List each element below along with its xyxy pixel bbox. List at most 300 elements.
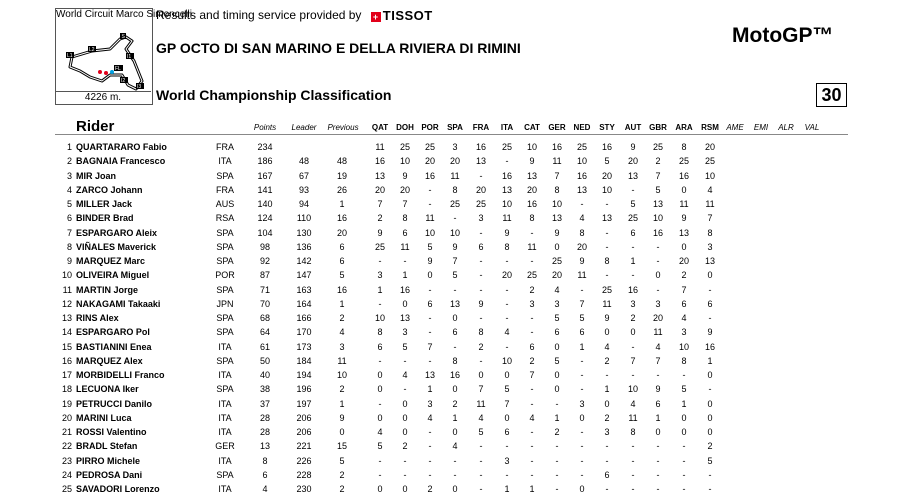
race-points: 8 xyxy=(452,184,458,195)
table-row xyxy=(0,470,900,484)
race-points: 6 xyxy=(377,341,383,352)
race-points: 0 xyxy=(377,484,383,494)
map-label: S xyxy=(121,34,125,40)
rider-gap-previous: 20 xyxy=(336,227,347,238)
race-points: 3 xyxy=(402,327,408,338)
race-points: 11 xyxy=(552,156,562,167)
race-points: 0 xyxy=(377,412,383,423)
rider-points: 28 xyxy=(259,412,270,423)
rider-gap-previous: 19 xyxy=(336,170,347,181)
race-points: 9 xyxy=(630,142,636,152)
rider-position: 20 xyxy=(61,412,72,423)
race-points: 13 xyxy=(627,170,638,181)
race-points: 20 xyxy=(627,156,638,167)
rider-nation: JPN xyxy=(216,298,234,309)
round-number: 30 xyxy=(816,83,847,107)
race-column-header: RSM xyxy=(701,123,719,132)
rider-gap-previous: 3 xyxy=(339,341,345,352)
race-points: 0 xyxy=(402,398,408,409)
rider-points: 140 xyxy=(257,199,273,209)
race-points: 5 xyxy=(402,341,408,352)
race-points: - xyxy=(682,370,686,380)
race-points: - xyxy=(555,469,559,480)
tissot-logo-text: TISSOT xyxy=(382,8,433,24)
table-row xyxy=(0,484,900,498)
rider-gap-previous: 11 xyxy=(337,355,347,366)
rider-points: 92 xyxy=(259,256,270,266)
rider-gap-leader: 221 xyxy=(296,441,312,452)
rider-name: OLIVEIRA Miguel xyxy=(76,270,150,281)
rider-name: RINS Alex xyxy=(76,313,119,323)
rider-gap-previous: 6 xyxy=(339,241,345,252)
race-points: - xyxy=(505,469,509,480)
rider-position: 19 xyxy=(61,398,72,409)
race-points: 25 xyxy=(526,270,537,281)
rider-position: 21 xyxy=(61,427,72,437)
table-row xyxy=(0,171,900,185)
rider-nation: ITA xyxy=(218,412,232,423)
race-points: - xyxy=(453,341,457,352)
race-points: 5 xyxy=(427,241,433,252)
rider-gap-leader: 197 xyxy=(296,398,312,409)
race-points: 3 xyxy=(478,213,484,224)
race-points: - xyxy=(479,284,483,295)
race-points: 6 xyxy=(402,227,408,238)
table-row xyxy=(0,199,900,213)
race-points: 1 xyxy=(377,284,383,295)
race-points: - xyxy=(479,469,483,480)
race-points: 0 xyxy=(478,370,484,380)
rider-position: 8 xyxy=(66,241,72,252)
race-points: - xyxy=(479,227,483,238)
race-points: 20 xyxy=(576,241,587,252)
table-row xyxy=(0,270,900,284)
rider-nation: ITA xyxy=(218,370,232,380)
rider-gap-leader: 147 xyxy=(296,270,312,281)
race-points: 11 xyxy=(705,199,715,209)
rider-position: 23 xyxy=(61,455,72,466)
race-points: 4 xyxy=(604,341,610,352)
map-label: L2 xyxy=(89,47,95,53)
table-row xyxy=(0,441,900,455)
rider-name: LECUONA Iker xyxy=(76,384,139,395)
race-points: 16 xyxy=(678,170,689,181)
race-points: - xyxy=(580,384,584,395)
race-points: 0 xyxy=(681,241,687,252)
race-points: - xyxy=(631,184,635,195)
race-points: 25 xyxy=(627,213,638,224)
race-points: - xyxy=(505,156,509,167)
race-points: 13 xyxy=(678,227,689,238)
rider-gap-previous: 1 xyxy=(339,199,345,209)
circuit-name: World Circuit Marco Simoncelli xyxy=(56,9,192,20)
race-points: - xyxy=(631,455,635,466)
header-divider xyxy=(55,134,848,135)
rider-name: BASTIANINI Enea xyxy=(76,341,152,352)
race-points: - xyxy=(580,199,584,209)
rider-points: 186 xyxy=(257,156,273,167)
race-points: 1 xyxy=(427,384,433,395)
table-row xyxy=(0,228,900,242)
race-points: 7 xyxy=(529,370,535,380)
rider-gap-leader: 130 xyxy=(296,227,312,238)
race-points: - xyxy=(605,270,609,281)
rider-gap-previous: 2 xyxy=(339,484,345,494)
race-points: 5 xyxy=(452,270,458,281)
race-points: 4 xyxy=(478,412,484,423)
race-points: - xyxy=(428,441,432,452)
rider-position: 5 xyxy=(66,199,72,209)
race-points: 11 xyxy=(602,298,612,309)
race-points: 16 xyxy=(501,170,512,181)
race-points: - xyxy=(708,313,712,323)
race-points: 0 xyxy=(604,327,610,338)
table-row xyxy=(0,285,900,299)
race-points: 0 xyxy=(579,484,585,494)
race-points: 6 xyxy=(554,327,560,338)
rider-points: 71 xyxy=(259,284,270,295)
rider-gap-leader: 230 xyxy=(296,484,312,494)
rider-gap-previous: 2 xyxy=(339,384,345,395)
race-points: 0 xyxy=(554,341,560,352)
map-label: FL xyxy=(115,66,121,72)
race-points: - xyxy=(605,441,609,452)
rider-nation: FRA xyxy=(216,142,234,152)
race-points: 0 xyxy=(554,370,560,380)
race-points: 0 xyxy=(402,427,408,437)
race-points: 11 xyxy=(527,241,537,252)
race-points: 8 xyxy=(402,213,408,224)
rider-position: 25 xyxy=(61,484,72,494)
rider-position: 14 xyxy=(61,327,72,338)
race-points: 8 xyxy=(681,355,687,366)
race-points: 0 xyxy=(402,412,408,423)
race-points: - xyxy=(605,241,609,252)
rider-gap-leader: 142 xyxy=(296,256,312,266)
rider-nation: FRA xyxy=(216,184,234,195)
race-points: 13 xyxy=(399,313,410,323)
race-points: - xyxy=(605,370,609,380)
rider-gap-leader: 67 xyxy=(298,170,309,181)
rider-gap-previous: 48 xyxy=(336,156,347,167)
race-points: - xyxy=(530,384,534,395)
race-points: 20 xyxy=(501,270,512,281)
rider-name: BRADL Stefan xyxy=(76,441,138,452)
rider-nation: ITA xyxy=(218,398,232,409)
race-points: 9 xyxy=(478,298,484,309)
race-points: 13 xyxy=(475,156,486,167)
rider-nation: GER xyxy=(215,441,235,452)
race-column-header: POR xyxy=(421,123,439,132)
race-points: 16 xyxy=(449,370,460,380)
race-points: 16 xyxy=(627,284,638,295)
rider-name: ESPARGARO Pol xyxy=(76,327,150,338)
rider-position: 22 xyxy=(61,441,72,452)
race-points: - xyxy=(656,455,660,466)
race-points: 0 xyxy=(681,184,687,195)
rider-position: 16 xyxy=(61,355,72,366)
race-points: 4 xyxy=(504,327,510,338)
race-points: - xyxy=(530,227,534,238)
race-points: 25 xyxy=(704,156,715,167)
race-points: 0 xyxy=(427,270,433,281)
brand-logo: MotoGP™ xyxy=(732,24,834,47)
race-points: 0 xyxy=(655,427,661,437)
rider-name: ROSSI Valentino xyxy=(76,427,147,437)
race-points: - xyxy=(580,455,584,466)
rider-name: MORBIDELLI Franco xyxy=(76,370,165,380)
race-points: 0 xyxy=(707,398,713,409)
race-column-header: CAT xyxy=(524,123,540,132)
race-points: - xyxy=(530,469,534,480)
rider-gap-previous: 2 xyxy=(339,313,345,323)
rider-points: 37 xyxy=(259,398,270,409)
rider-points: 87 xyxy=(259,270,270,281)
race-points: 2 xyxy=(478,341,484,352)
race-points: 20 xyxy=(475,184,486,195)
rider-gap-previous: 5 xyxy=(339,270,345,281)
race-points: - xyxy=(453,284,457,295)
table-row xyxy=(0,256,900,270)
rider-name: MARQUEZ Marc xyxy=(76,256,146,266)
race-points: 0 xyxy=(504,412,510,423)
rider-points: 64 xyxy=(259,327,270,338)
table-row xyxy=(0,313,900,327)
race-points: - xyxy=(479,313,483,323)
race-points: 11 xyxy=(375,142,385,152)
race-points: 3 xyxy=(377,270,383,281)
rider-name: MARINI Luca xyxy=(76,412,132,423)
race-points: 20 xyxy=(551,270,562,281)
race-points: 8 xyxy=(604,256,610,266)
race-points: 11 xyxy=(502,213,512,224)
race-points: 20 xyxy=(678,256,689,266)
race-points: 8 xyxy=(478,327,484,338)
timing-provider-text: Results and timing service provided by xyxy=(156,8,362,22)
race-points: 9 xyxy=(554,227,560,238)
race-points: 13 xyxy=(704,256,715,266)
table-row xyxy=(0,342,900,356)
race-points: - xyxy=(656,256,660,266)
rider-points: 4 xyxy=(262,484,268,494)
race-points: 5 xyxy=(579,313,585,323)
rider-position: 7 xyxy=(66,227,72,238)
race-points: 8 xyxy=(707,227,713,238)
rider-gap-leader: 166 xyxy=(296,313,312,323)
race-points: 8 xyxy=(579,227,585,238)
race-points: 10 xyxy=(551,199,562,209)
table-row xyxy=(0,427,900,441)
rider-nation: SPA xyxy=(216,384,234,395)
race-points: 0 xyxy=(655,270,661,281)
race-points: 0 xyxy=(452,484,458,494)
rider-name: MILLER Jack xyxy=(76,199,133,209)
race-points: 10 xyxy=(501,199,512,209)
race-points: 10 xyxy=(678,341,689,352)
race-points: - xyxy=(479,484,483,494)
race-points: 3 xyxy=(604,427,610,437)
rider-nation: ITA xyxy=(218,484,232,494)
race-points: 1 xyxy=(681,398,687,409)
race-points: - xyxy=(708,284,712,295)
race-points: 10 xyxy=(652,213,663,224)
rider-position: 15 xyxy=(61,341,72,352)
rider-gap-leader: 206 xyxy=(296,412,312,423)
race-points: - xyxy=(403,256,407,266)
race-points: 0 xyxy=(377,384,383,395)
race-points: 6 xyxy=(579,327,585,338)
rider-position: 24 xyxy=(61,469,72,480)
race-points: 7 xyxy=(402,199,408,209)
race-points: - xyxy=(530,313,534,323)
race-points: 0 xyxy=(402,484,408,494)
race-points: 7 xyxy=(452,256,458,266)
race-points: - xyxy=(708,384,712,395)
rider-nation: SPA xyxy=(216,327,234,338)
race-points: 2 xyxy=(681,270,687,281)
race-points: 6 xyxy=(655,398,661,409)
race-points: 6 xyxy=(707,298,713,309)
race-points: 5 xyxy=(707,455,713,466)
rider-nation: AUS xyxy=(215,199,235,209)
rider-gap-previous: 5 xyxy=(339,455,345,466)
race-points: - xyxy=(428,199,432,209)
race-points: 3 xyxy=(504,455,510,466)
table-row xyxy=(0,185,900,199)
rider-gap-leader: 228 xyxy=(296,469,312,480)
race-points: 2 xyxy=(630,313,636,323)
circuit-length: 4226 m. xyxy=(55,91,151,103)
race-points: - xyxy=(580,370,584,380)
race-points: 0 xyxy=(452,384,458,395)
race-points: - xyxy=(656,441,660,452)
race-points: 3 xyxy=(707,241,713,252)
rider-position: 11 xyxy=(62,284,72,295)
race-points: 6 xyxy=(504,427,510,437)
race-points: 9 xyxy=(655,384,661,395)
race-points: 2 xyxy=(529,284,535,295)
swiss-cross-icon: + xyxy=(371,12,381,22)
rider-name: MARQUEZ Alex xyxy=(76,355,143,366)
race-points: - xyxy=(505,313,509,323)
table-row xyxy=(0,213,900,227)
race-points: 1 xyxy=(452,412,458,423)
race-points: 6 xyxy=(604,469,610,480)
race-points: 10 xyxy=(601,184,612,195)
race-points: 10 xyxy=(627,384,638,395)
rider-name: NAKAGAMI Takaaki xyxy=(76,298,161,309)
race-points: 13 xyxy=(501,184,512,195)
rider-nation: SPA xyxy=(216,284,234,295)
race-points: 16 xyxy=(652,227,663,238)
race-points: - xyxy=(605,227,609,238)
race-points: - xyxy=(403,355,407,366)
race-points: 20 xyxy=(601,170,612,181)
race-column-header: NED xyxy=(573,123,591,132)
race-points: - xyxy=(708,469,712,480)
race-points: 4 xyxy=(452,441,458,452)
race-column-header: ALR xyxy=(778,123,794,132)
rider-points: 50 xyxy=(259,355,270,366)
race-points: - xyxy=(656,370,660,380)
rider-gap-previous: 16 xyxy=(336,284,347,295)
race-points: 8 xyxy=(377,327,383,338)
rider-points: 68 xyxy=(259,313,270,323)
race-points: 6 xyxy=(478,241,484,252)
race-points: 10 xyxy=(374,313,385,323)
race-points: 20 xyxy=(449,156,460,167)
race-column-header: ITA xyxy=(500,123,514,132)
race-points: 0 xyxy=(452,427,458,437)
race-points: 4 xyxy=(655,341,661,352)
race-points: 11 xyxy=(653,327,663,338)
race-points: 10 xyxy=(526,142,537,152)
race-points: - xyxy=(631,441,635,452)
race-points: 10 xyxy=(399,156,410,167)
rider-position: 13 xyxy=(61,313,72,323)
rider-gap-leader: 206 xyxy=(296,427,312,437)
race-points: 9 xyxy=(681,213,687,224)
table-row xyxy=(0,413,900,427)
race-points: 25 xyxy=(475,199,486,209)
race-points: - xyxy=(505,256,509,266)
race-points: 7 xyxy=(554,170,560,181)
race-points: - xyxy=(530,441,534,452)
rider-points: 40 xyxy=(259,370,270,380)
race-points: 11 xyxy=(400,241,410,252)
previous-column-header: Previous xyxy=(327,123,359,132)
race-points: 2 xyxy=(604,412,610,423)
race-points: - xyxy=(656,484,660,494)
race-points: - xyxy=(682,455,686,466)
race-points: - xyxy=(708,484,712,494)
race-points: 13 xyxy=(551,213,562,224)
rider-gap-leader: 164 xyxy=(296,298,312,309)
race-points: 25 xyxy=(501,142,512,152)
race-points: 13 xyxy=(424,370,435,380)
race-points: 9 xyxy=(427,256,433,266)
rider-nation: SPA xyxy=(216,469,234,480)
race-points: 4 xyxy=(707,184,713,195)
map-label: L1 xyxy=(67,53,73,59)
race-points: - xyxy=(428,184,432,195)
rider-position: 10 xyxy=(61,270,72,281)
race-column-header: DOH xyxy=(396,123,414,132)
rider-gap-leader: 194 xyxy=(296,370,312,380)
race-points: 20 xyxy=(704,142,715,152)
race-points: 3 xyxy=(427,398,433,409)
race-points: 13 xyxy=(601,213,612,224)
table-row xyxy=(0,399,900,413)
race-points: 1 xyxy=(630,256,636,266)
table-row xyxy=(0,299,900,313)
race-column-header: QAT xyxy=(371,123,389,132)
race-points: - xyxy=(378,298,382,309)
race-points: 25 xyxy=(576,142,587,152)
race-points: - xyxy=(631,241,635,252)
race-points: 16 xyxy=(374,156,385,167)
points-column-header: Points xyxy=(253,123,277,132)
race-points: 4 xyxy=(554,284,560,295)
race-points: 0 xyxy=(707,370,713,380)
rider-position: 12 xyxy=(61,298,72,309)
race-points: 25 xyxy=(399,142,410,152)
rider-points: 98 xyxy=(259,241,270,252)
rider-gap-leader: 226 xyxy=(296,455,312,466)
race-points: 20 xyxy=(652,313,663,323)
rider-name: MIR Joan xyxy=(76,170,117,181)
map-label: I2 xyxy=(121,78,126,84)
